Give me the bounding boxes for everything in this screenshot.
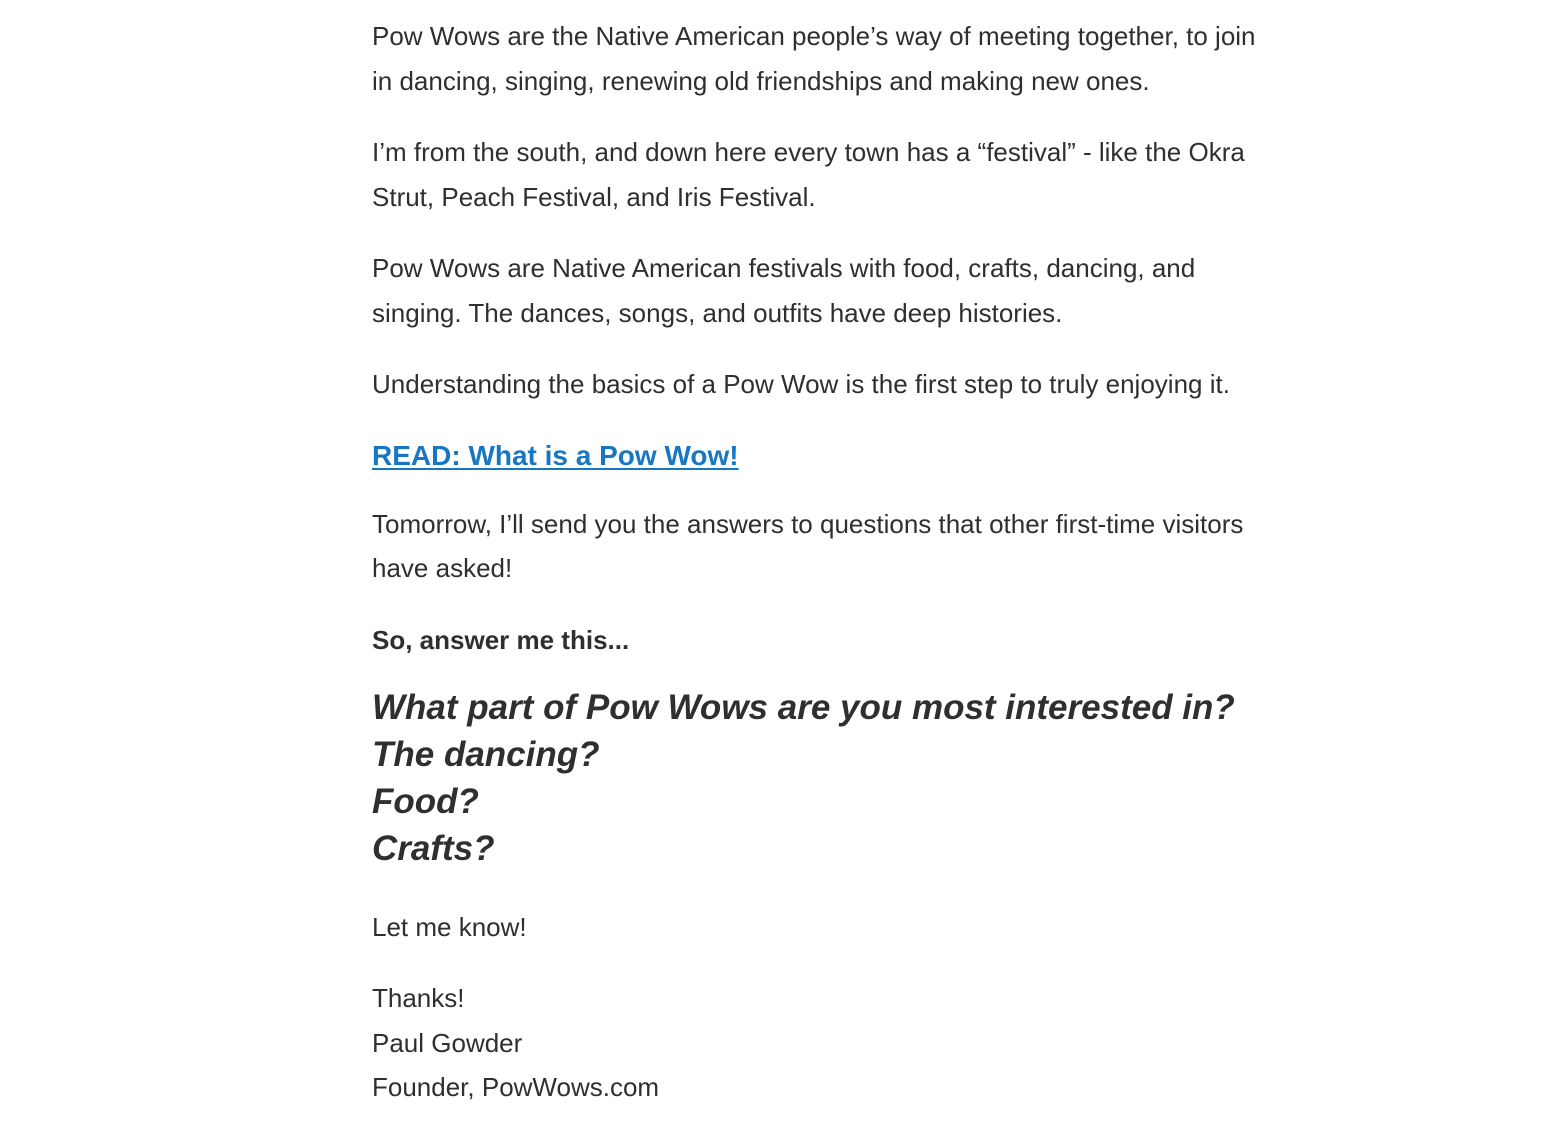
basics-paragraph: Understanding the basics of a Pow Wow is the first step to truly enjoying it. [372,369,1230,399]
let-me-know-text: Let me know! [372,911,527,942]
signoff-title: Founder, PowWows.com [372,1072,660,1103]
answer-prompt: So, answer me this... [372,624,630,655]
signoff-name: Paul Gowder [372,1027,523,1058]
festival-paragraph: I’m from the south, and down here every town has a “festival” - like the Okra Strut, Peach Festival, and Iris Festival. [372,137,1245,212]
intro-paragraph: Pow Wows are the Native American people’s way of meeting together, to join in dancing, singing, renewing old friendships and making new ones. [372,21,1256,96]
question-crafts: Crafts? [372,829,495,869]
questions-block [372,684,1282,873]
question-main: What part of Pow Wows are you most interested in? [372,687,1235,727]
pow-wow-description-paragraph: Pow Wows are Native American festivals with food, crafts, dancing, and singing. The dances, songs, and outfits have deep histories. [372,253,1196,328]
question-dancing: The dancing? [372,734,600,774]
question-food: Food? [372,782,479,822]
tomorrow-paragraph: Tomorrow, I’ll send you the answers to questions that other first-time visitors have asked! [372,508,1244,583]
email-body [372,14,1282,1110]
signoff-thanks: Thanks! [372,983,465,1014]
signature-block [372,976,1282,1110]
read-what-is-pow-wow-link[interactable]: READ: What is a Pow Wow! [372,439,739,471]
